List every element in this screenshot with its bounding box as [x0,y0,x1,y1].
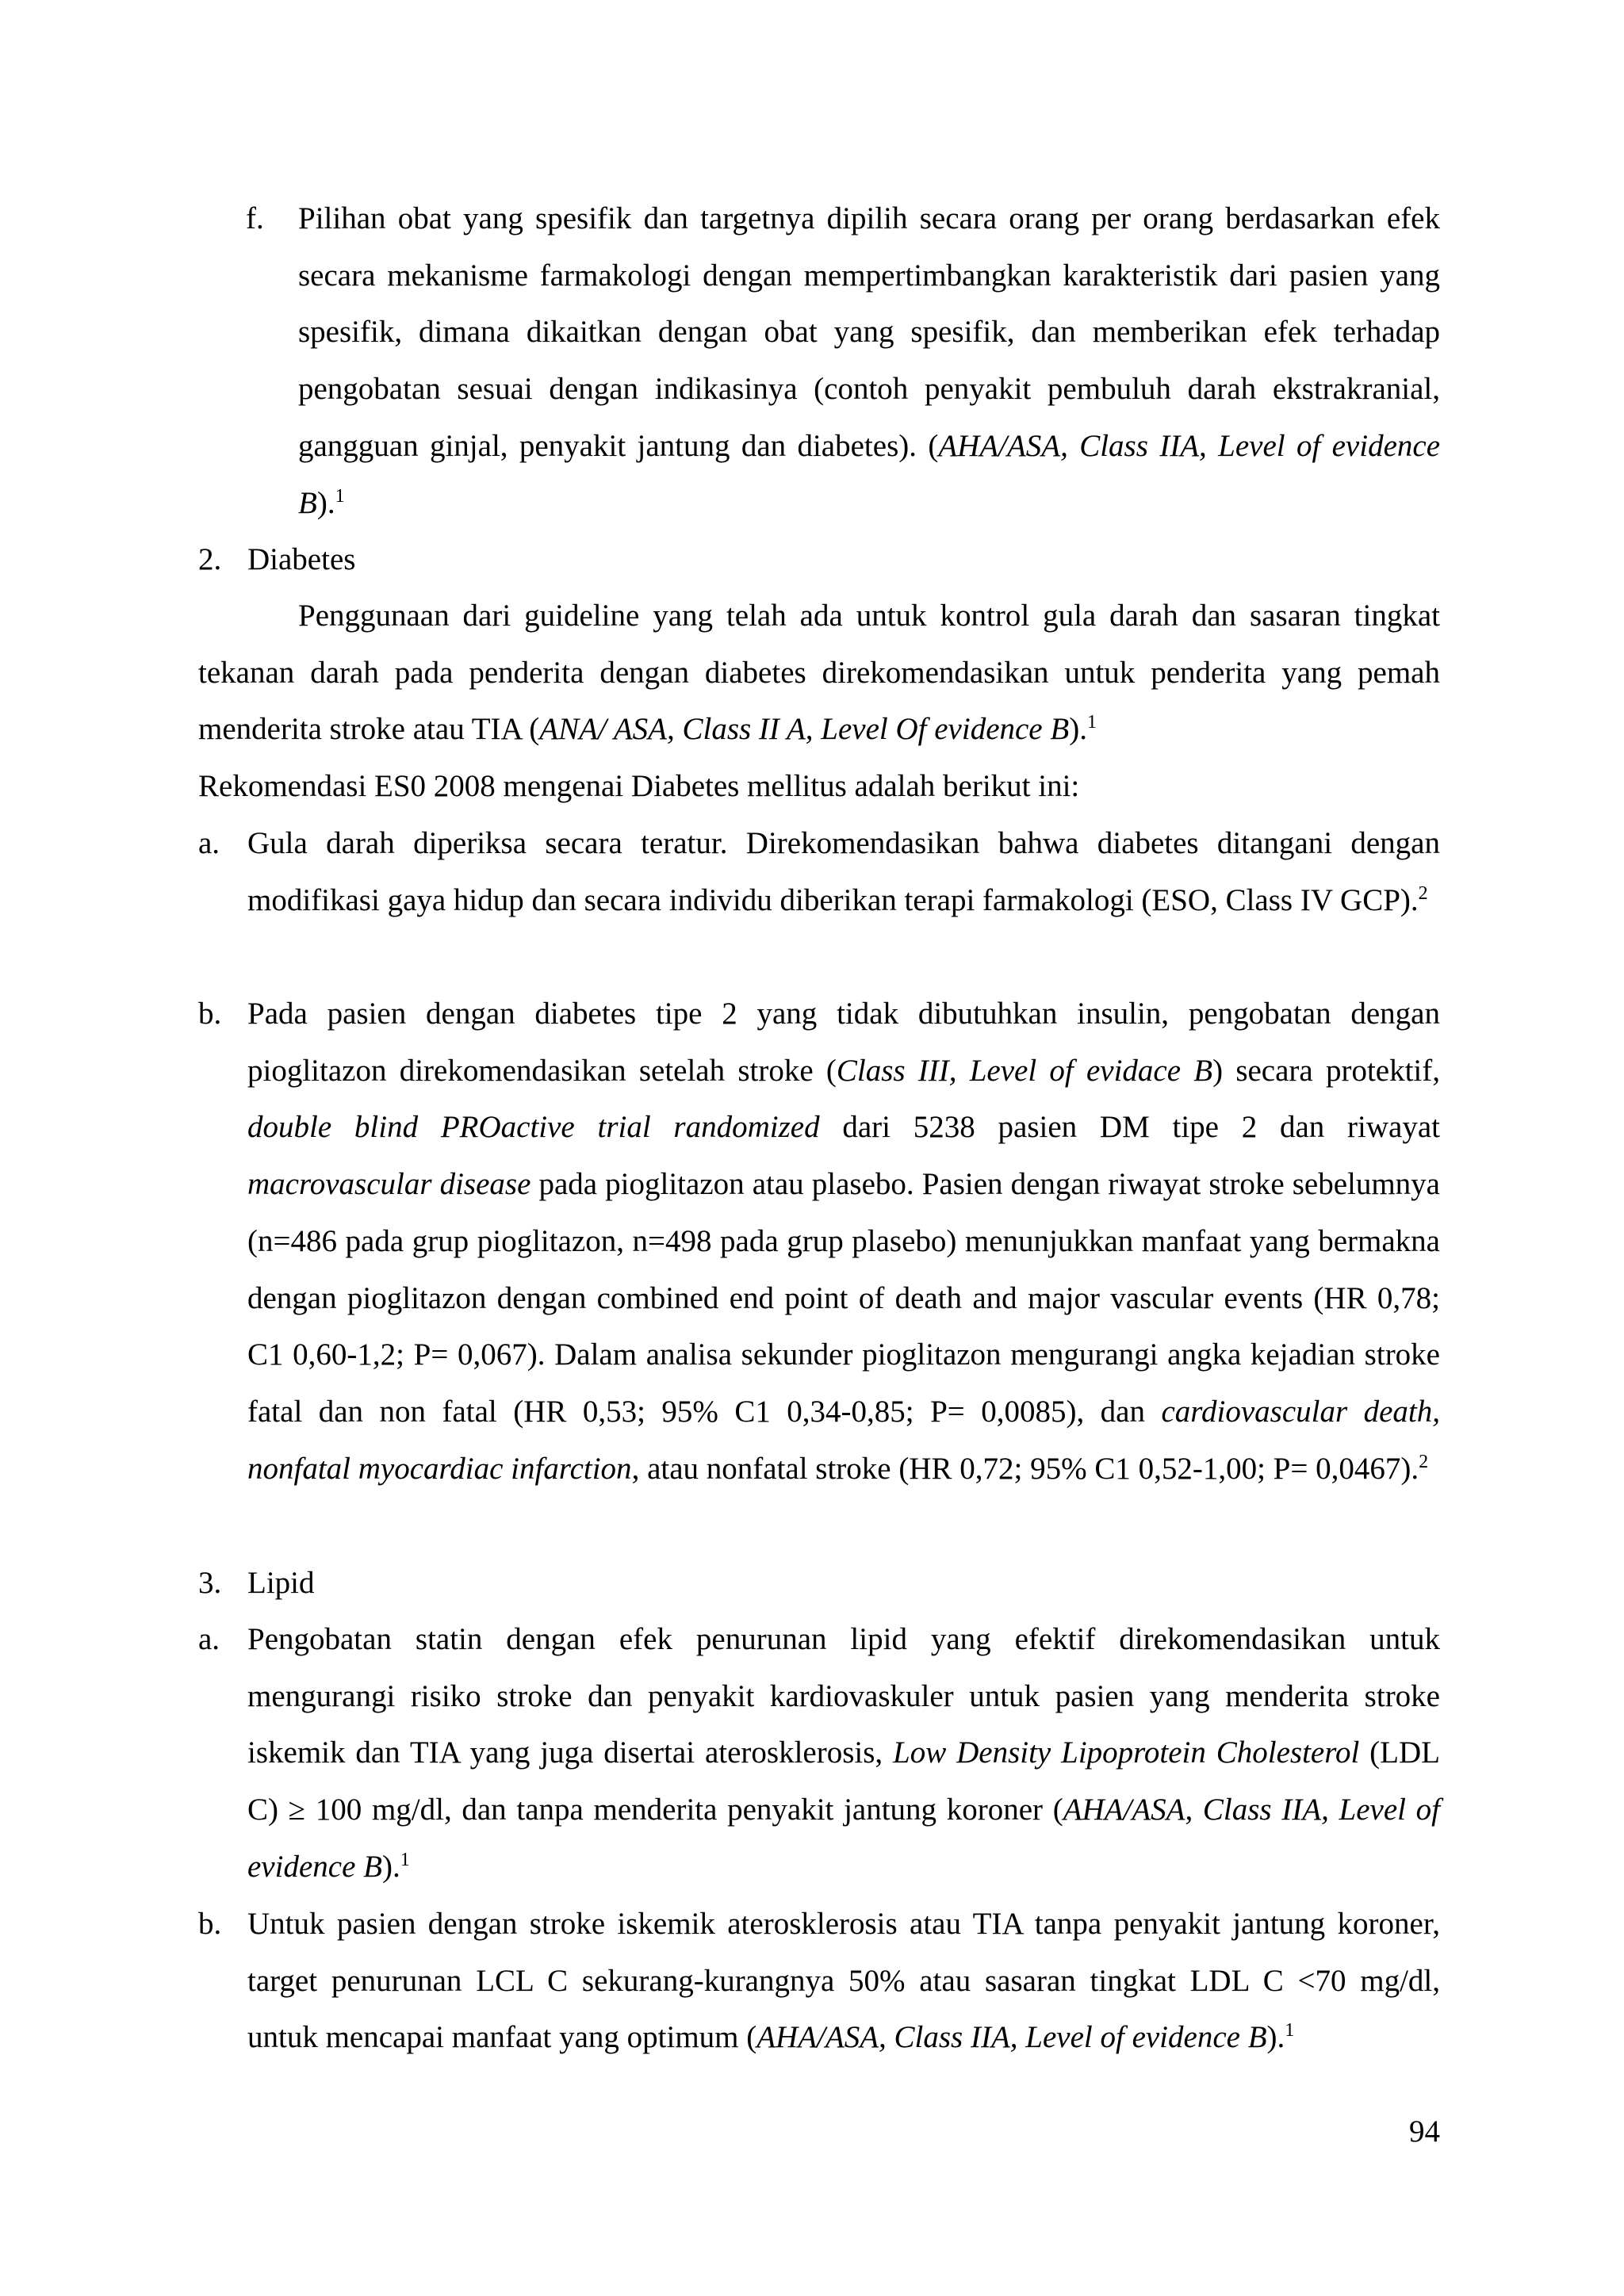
item-2b-term-macrovascular: macrovascular disease [247,1167,531,1202]
item-2b-term-cardiovascular: cardiovascular death, nonfatal myocardiac infarction [247,1394,1440,1486]
item-3a-ref: 1 [400,1849,410,1870]
item-3a-close: ). [381,1849,400,1884]
diabetes-paragraph-ref: 1 [1086,712,1097,733]
list-marker-f: f. [246,201,264,235]
list-item-f [298,190,1440,531]
item-2b-text-1: Pada pasien dengan diabetes tipe 2 yang tidak dibutuhkan insulin, pengobatan dengan pioglitazon direkomendasikan setelah stroke ( [247,997,1440,1088]
list-marker-3b: b. [198,1907,222,1941]
item-2b-text-3: dari 5238 pasien DM tipe 2 dan riwayat [819,1110,1441,1145]
item-2b-ref: 2 [1419,1451,1429,1472]
diabetes-paragraph-close: ). [1069,712,1087,747]
item-3b-text: Untuk pasien dengan stroke iskemik aterosklerosis atau TIA tanpa penyakit jantung koroner, target penurunan LCL C sekurang-kurangnya 50% atau sasaran tingkat LDL C <70 mg/dl, untuk mencapai manfaat yang optimum ( [247,1907,1440,2055]
list-item-2a [247,815,1440,928]
list-item-3b [247,1896,1440,2066]
diabetes-paragraph-text: Penggunaan dari guideline yang telah ada untuk kontrol gula darah dan sasaran tingkat tekanan darah pada penderita dengan diabetes direkomendasikan untuk penderita yang pemah menderita stroke atau TIA ( [198,599,1440,747]
item-2a-text: Gula darah diperiksa secara teratur. Direkomendasikan bahwa diabetes ditangani dengan modifikasi gaya hidup dan secara individu diberikan terapi farmakologi (ESO, Class IV GCP). [247,826,1440,917]
section-marker-2: 2. [198,542,222,576]
list-marker-3a: a. [198,1622,220,1656]
item-2b-text-4: pada pioglitazon atau plasebo. Pasien dengan riwayat stroke sebelumnya (n=486 pada grup pioglitazon, n=498 pada grup plasebo) menunjukkan manfaat yang bermakna dengan pioglitazon dengan combined end point of death and major vascular events (HR 0,78; C1 0,60-1,2; P= 0,067). Dalam analisa sekunder pioglitazon mengurangi angka kejadian stroke fatal dan non fatal (HR 0,53; 95% C1 0,34-0,85; P= 0,0085), dan [247,1167,1440,1429]
diabetes-paragraph-citation: ANA/ ASA, Class II A, Level Of evidence B [539,712,1070,747]
list-marker-2a: a. [198,826,220,860]
item-3a-citation: AHA/ASA, Class IIA, Level of evidence B [247,1793,1440,1884]
item-f-citation: AHA/ASA, Class IIA, Level of evidence B [298,428,1441,520]
list-item-2b [247,985,1440,1497]
item-3b-ref: 1 [1285,2020,1295,2042]
item-2b-text-2: ) secara protektif, [1212,1053,1440,1088]
section-marker-3: 3. [198,1566,222,1600]
item-3a-text-2: (LDL C) ≥ 100 mg/dl, dan tanpa menderita penyakit jantung koroner ( [247,1735,1440,1827]
item-3a-text-1: Pengobatan statin dengan efek penurunan lipid yang efektif direkomendasikan untuk mengurangi risiko stroke dan penyakit kardiovaskuler untuk pasien yang menderita stroke iskemik dan TIA yang juga disertai aterosklerosis, [247,1622,1440,1770]
item-f-ref: 1 [335,485,345,507]
page-number: 94 [1409,2114,1440,2149]
item-2b-trial-name: double blind PROactive trial randomized [247,1110,820,1145]
item-2b-citation: Class III, Level of evidace B [836,1053,1213,1088]
item-f-text: Pilihan obat yang spesifik dan targetnya dipilih secara orang per orang berdasarkan efek secara mekanisme farmakologi dengan mempertimbangkan karakteristik dari pasien yang spesifik, dimana dikaitkan dengan obat yang spesifik, dan memberikan efek terhadap pengobatan sesuai dengan indikasinya (contoh penyakit pembuluh darah ekstrakranial, gangguan ginjal, penyakit jantung dan diabetes). ( [298,201,1440,463]
section-title-lipid: Lipid [247,1566,315,1600]
list-marker-2b: b. [198,997,222,1031]
item-2a-ref: 2 [1418,882,1428,904]
item-3b-close: ). [1266,2020,1285,2055]
list-item-3a [247,1611,1440,1896]
item-f-close: ). [316,485,335,520]
eso-recommendation-line: Rekomendasi ES0 2008 mengenai Diabetes mellitus adalah berikut ini: [198,769,1080,803]
section-title-diabetes: Diabetes [247,542,356,576]
item-2b-text-5: , atau nonfatal stroke (HR 0,72; 95% C1 0,52-1,00; P= 0,0467). [631,1451,1419,1486]
diabetes-paragraph [198,587,1440,758]
item-3a-term-ldl: Low Density Lipoprotein Cholesterol [893,1735,1360,1770]
item-3b-citation: AHA/ASA, Class IIA, Level of evidence B [756,2020,1267,2055]
